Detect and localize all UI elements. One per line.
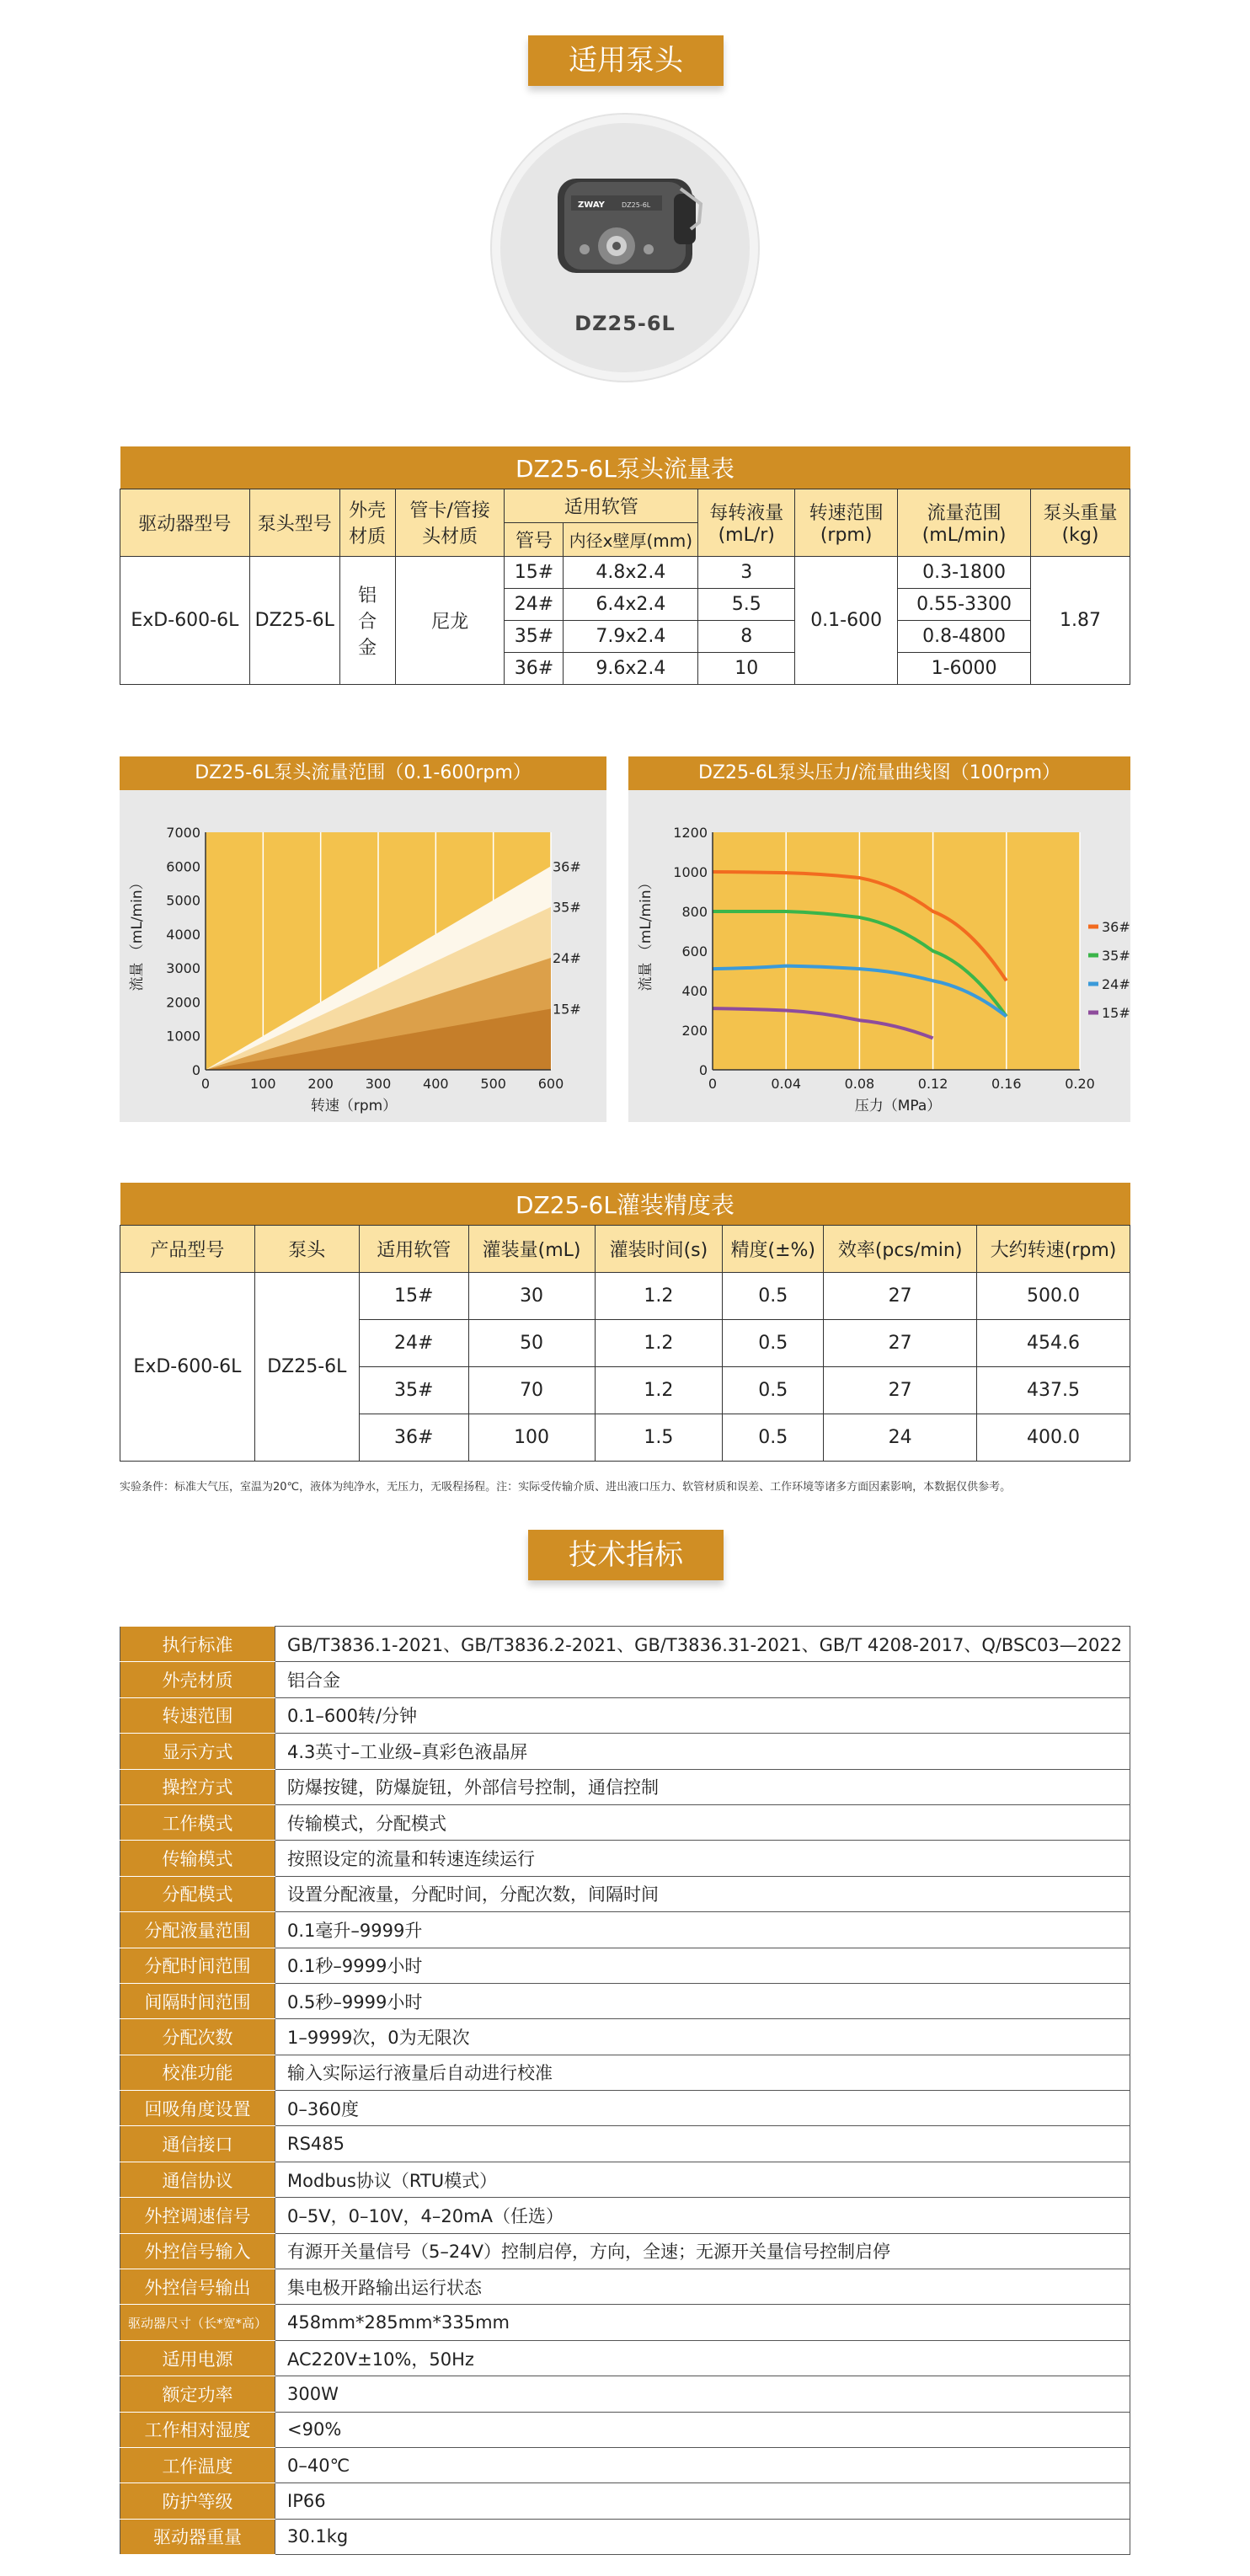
fill-header: 适用软管 [359,1225,468,1272]
spec-value: 1–9999次，0为无限次 [275,2019,1130,2055]
spec-row [120,1734,1130,1769]
cell-per-rev: 5.5 [698,588,795,620]
fill-header: 灌装量(mL) [468,1225,595,1272]
chart1-ytick-label: 0 [191,1062,200,1078]
spec-row [120,1769,1130,1804]
cell-size: 7.9x2.4 [564,620,698,652]
cell-shell: 铝合金 [339,556,395,684]
spec-value: 0–360度 [275,2091,1130,2126]
fill-cell-model: ExD-600-6L [120,1272,255,1461]
chart1-ytick-label: 5000 [166,892,200,909]
spec-value: 0.1毫升–9999升 [275,1912,1130,1948]
chart2-xtick-label: 0.16 [991,1076,1022,1092]
spec-value: 铝合金 [275,1662,1130,1697]
cell-driver: ExD-600-6L [120,556,250,684]
fill-header: 大约转速(rpm) [977,1225,1130,1272]
fill-table [120,1183,1130,1462]
chart1-xtick-label: 300 [365,1076,392,1092]
chart2-ytick-label: 800 [681,904,708,920]
fill-cell: 500.0 [977,1272,1130,1319]
spec-key: 防护等级 [120,2483,275,2519]
spec-value: IP66 [275,2483,1130,2519]
cell-size: 6.4x2.4 [564,588,698,620]
spec-key: 外控信号输出 [120,2269,275,2305]
header-tube-size: 内径x壁厚(mm) [564,522,698,556]
fill-cell: 24# [359,1319,468,1366]
spec-row [120,1983,1130,2018]
spec-row [120,2519,1130,2554]
spec-key: 分配次数 [120,2019,275,2055]
chart2-legend-label: 24# [1102,976,1130,992]
fill-cell: 35# [359,1366,468,1414]
chart2-ytick-label: 1200 [673,825,708,841]
spec-key: 回吸角度设置 [120,2091,275,2126]
spec-row [120,2447,1130,2482]
fill-cell: 1.5 [595,1414,723,1461]
chart2-xtick-label: 0.08 [844,1076,875,1092]
spec-row [120,2412,1130,2447]
pump-model-label: DZ25-6L [622,201,651,209]
spec-row [120,1697,1130,1733]
spec-key: 工作相对湿度 [120,2412,275,2447]
chart1-ytick-label: 3000 [166,960,200,977]
spec-row [120,2305,1130,2340]
chart2-xlabel: 压力（MPa） [854,1098,942,1114]
fill-cell: 27 [824,1319,977,1366]
fill-cell-pump: DZ25-6L [254,1272,359,1461]
spec-row [120,1841,1130,1876]
fill-cell: 1.2 [595,1319,723,1366]
chart1-xtick-label: 200 [307,1076,334,1092]
fill-cell: 1.2 [595,1366,723,1414]
fill-cell: 27 [824,1366,977,1414]
chart1-series-label: 35# [553,899,581,916]
cell-flow: 0.8-4800 [898,620,1031,652]
flow-table-title: DZ25-6L泵头流量表 [120,446,1130,489]
chart1-ytick-label: 4000 [166,926,200,943]
flow-table [120,446,1130,685]
chart1-ytick-label: 6000 [166,858,200,875]
spec-key: 操控方式 [120,1769,275,1804]
spec-value: AC220V±10%，50Hz [275,2340,1130,2376]
spec-key: 显示方式 [120,1734,275,1769]
fill-cell: 0.5 [723,1272,824,1319]
spec-value: 30.1kg [275,2519,1130,2554]
chart-flow-range [120,756,606,1122]
header-driver: 驱动器型号 [120,489,250,556]
spec-row [120,2269,1130,2305]
chart2-ytick-label: 400 [681,983,708,999]
fill-cell: 454.6 [977,1319,1130,1366]
chart1-ytick-label: 7000 [166,825,200,841]
chart1-xtick-label: 400 [423,1076,449,1092]
fill-header: 泵头 [254,1225,359,1272]
spec-key: 工作温度 [120,2447,275,2482]
header-tube-no: 管号 [505,522,564,556]
chart2-plot-area [713,832,1080,1070]
spec-row [120,1876,1130,1911]
fill-cell: 30 [468,1272,595,1319]
header-pump-head: 泵头型号 [249,489,339,556]
spec-value: 300W [275,2376,1130,2412]
spec-row [120,2126,1130,2162]
chart-pressure-flow-title: DZ25-6L泵头压力/流量曲线图（100rpm） [628,756,1130,790]
spec-table [120,1626,1130,2555]
chart2-ytick-label: 1000 [673,864,708,880]
spec-value: 4.3英寸–工业级–真彩色液晶屏 [275,1734,1130,1769]
header-fitting: 管卡/管接头材质 [395,489,505,556]
chart2-legend-label: 35# [1102,948,1130,964]
fill-cell: 437.5 [977,1366,1130,1414]
spec-row [120,2162,1130,2197]
fill-header: 灌装时间(s) [595,1225,723,1272]
spec-key: 校准功能 [120,2055,275,2090]
spec-value: 0.1秒–9999小时 [275,1948,1130,1983]
spec-key: 通信接口 [120,2126,275,2162]
pump-caption: DZ25-6L [574,312,676,335]
fill-cell: 50 [468,1319,595,1366]
chart1-series-label: 15# [553,1001,581,1018]
cell-flow: 0.55-3300 [898,588,1031,620]
fill-cell: 400.0 [977,1414,1130,1461]
spec-value: Modbus协议（RTU模式） [275,2162,1130,2197]
spec-value: 集电极开路输出运行状态 [275,2269,1130,2305]
cell-speed: 0.1-600 [795,556,898,684]
spec-row [120,2340,1130,2376]
cell-flow: 0.3-1800 [898,556,1031,588]
cell-per-rev: 10 [698,652,795,684]
chart2-legend-label: 36# [1102,919,1130,935]
header-shell: 外壳材质 [339,489,395,556]
spec-key: 执行标准 [120,1627,275,1662]
spec-value: 传输模式，分配模式 [275,1804,1130,1840]
chart1-ytick-label: 2000 [166,994,200,1011]
chart1-series-label: 24# [553,950,581,967]
spec-value: 0–40℃ [275,2447,1130,2482]
section-title-specs: 技术指标 [528,1530,724,1580]
cell-size: 9.6x2.4 [564,652,698,684]
fill-cell: 1.2 [595,1272,723,1319]
cell-per-rev: 8 [698,620,795,652]
header-tube: 适用软管 [505,489,698,522]
chart2-ytick-label: 0 [698,1062,708,1078]
chart2-xtick-label: 0.20 [1065,1076,1095,1092]
spec-key: 分配液量范围 [120,1912,275,1948]
spec-value: 458mm*285mm*335mm [275,2305,1130,2340]
fill-cell: 100 [468,1414,595,1461]
pump-brand-label: ZWAY [578,200,605,210]
cell-flow: 1-6000 [898,652,1031,684]
fill-cell: 0.5 [723,1414,824,1461]
spec-key: 转速范围 [120,1697,275,1733]
spec-value: 有源开关量信号（5–24V）控制启停，方向，全速；无源开关量信号控制启停 [275,2233,1130,2269]
spec-row [120,1804,1130,1840]
spec-row [120,1912,1130,1948]
cell-weight: 1.87 [1031,556,1130,684]
chart-flow-range-title: DZ25-6L泵头流量范围（0.1-600rpm） [120,756,606,790]
fill-header: 产品型号 [120,1225,255,1272]
chart-pressure-flow-svg [628,756,1130,1122]
spec-value: 设置分配液量，分配时间，分配次数，间隔时间 [275,1876,1130,1911]
cell-tube: 36# [505,652,564,684]
spec-key: 间隔时间范围 [120,1983,275,2018]
spec-row [120,2376,1130,2412]
chart1-ytick-label: 1000 [166,1028,200,1045]
spec-key: 外控调速信号 [120,2198,275,2233]
spec-row [120,1627,1130,1662]
spec-row [120,1662,1130,1697]
spec-key: 外壳材质 [120,1662,275,1697]
spec-value: GB/T3836.1-2021、GB/T3836.2-2021、GB/T3836.31-2021、GB/T 4208-2017、Q/BSC03—2022 [275,1627,1130,1662]
fill-table-title: DZ25-6L灌装精度表 [120,1183,1130,1225]
spec-row [120,2091,1130,2126]
header-flow: 流量范围(mL/min) [898,489,1031,556]
spec-row [120,2055,1130,2090]
chart2-xtick-label: 0.12 [917,1076,948,1092]
cell-tube: 15# [505,556,564,588]
chart1-xtick-label: 500 [480,1076,506,1092]
spec-key: 分配模式 [120,1876,275,1911]
spec-row [120,2019,1130,2055]
spec-row [120,2198,1130,2233]
chart2-ytick-label: 600 [681,943,708,959]
spec-row [120,1948,1130,1983]
chart2-xtick-label: 0 [708,1076,718,1092]
cell-pump-head: DZ25-6L [249,556,339,684]
fill-cell: 15# [359,1272,468,1319]
spec-value: RS485 [275,2126,1130,2162]
pump-head-image [492,115,758,381]
spec-value: 0–5V，0–10V，4–20mA（任选） [275,2198,1130,2233]
spec-row [120,2233,1130,2269]
chart1-xtick-label: 100 [250,1076,276,1092]
fill-cell: 36# [359,1414,468,1461]
chart1-xlabel: 转速（rpm） [310,1098,398,1114]
fill-header: 精度(±%) [723,1225,824,1272]
spec-key: 传输模式 [120,1841,275,1876]
fill-cell: 27 [824,1272,977,1319]
spec-key: 工作模式 [120,1804,275,1840]
chart2-legend-label: 15# [1102,1005,1130,1021]
chart1-xtick-label: 600 [537,1076,564,1092]
spec-value: 防爆按键，防爆旋钮，外部信号控制，通信控制 [275,1769,1130,1804]
spec-key: 驱动器尺寸（长*宽*高） [120,2305,275,2340]
chart2-xtick-label: 0.04 [771,1076,802,1092]
cell-tube: 35# [505,620,564,652]
chart1-xtick-label: 0 [200,1076,211,1092]
section-title-pump-heads: 适用泵头 [528,35,724,86]
spec-value: 输入实际运行液量后自动进行校准 [275,2055,1130,2090]
cell-tube: 24# [505,588,564,620]
fill-cell: 0.5 [723,1366,824,1414]
experiment-note: 实验条件：标准大气压，室温为20℃，液体为纯净水，无压力，无吸程扬程。注：实际受传输介质、进出液口压力、软管材质和误差、工作环境等诸多方面因素影响，本数据仅供参考。 [120,1481,1012,1494]
header-per-rev: 每转液量(mL/r) [698,489,795,556]
fill-cell: 0.5 [723,1319,824,1366]
spec-key: 适用电源 [120,2340,275,2376]
header-weight: 泵头重量(kg) [1031,489,1130,556]
spec-row [120,2483,1130,2519]
fill-header: 效率(pcs/min) [824,1225,977,1272]
spec-value: 按照设定的流量和转速连续运行 [275,1841,1130,1876]
spec-key: 分配时间范围 [120,1948,275,1983]
chart-flow-range-svg [120,756,606,1122]
fill-cell: 70 [468,1366,595,1414]
spec-key: 通信协议 [120,2162,275,2197]
cell-per-rev: 3 [698,556,795,588]
spec-key: 外控信号输入 [120,2233,275,2269]
fill-cell: 24 [824,1414,977,1461]
spec-value: <90% [275,2412,1130,2447]
chart1-ylabel: 流量 （mL/min） [129,875,146,991]
spec-value: 0.5秒–9999小时 [275,1983,1130,2018]
header-speed: 转速范围(rpm) [795,489,898,556]
spec-key: 额定功率 [120,2376,275,2412]
chart-pressure-flow [628,756,1130,1122]
chart2-ytick-label: 200 [681,1023,708,1039]
spec-key: 驱动器重量 [120,2519,275,2554]
cell-fitting: 尼龙 [395,556,505,684]
cell-size: 4.8x2.4 [564,556,698,588]
chart2-ylabel: 流量 （mL/min） [638,875,654,991]
chart1-series-label: 36# [553,858,581,875]
spec-value: 0.1–600转/分钟 [275,1697,1130,1733]
